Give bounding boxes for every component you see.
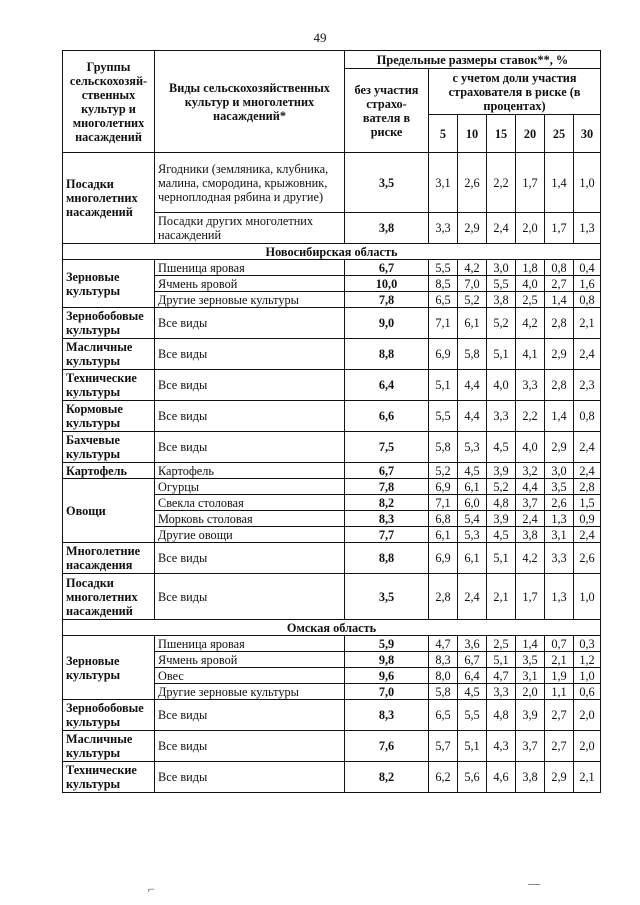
rate-20: 2,0 bbox=[516, 684, 545, 700]
insurance-rates-table bbox=[62, 50, 601, 793]
rate-25: 2,1 bbox=[545, 652, 574, 668]
crop-type: Картофель bbox=[155, 463, 345, 479]
rate-10: 3,6 bbox=[458, 636, 487, 652]
crop-type: Все виды bbox=[155, 543, 345, 574]
rate-20: 3,5 bbox=[516, 652, 545, 668]
group-name: Зернобобовые культуры bbox=[63, 308, 155, 339]
crop-type: Все виды bbox=[155, 574, 345, 620]
crop-type: Все виды bbox=[155, 370, 345, 401]
rate-20: 1,4 bbox=[516, 636, 545, 652]
rate-30: 1,2 bbox=[574, 652, 601, 668]
crop-type: Другие зерновые культуры bbox=[155, 684, 345, 700]
rate-5: 6,5 bbox=[429, 292, 458, 308]
crop-type: Пшеница яровая bbox=[155, 636, 345, 652]
base-rate: 6,6 bbox=[345, 401, 429, 432]
rate-10: 5,3 bbox=[458, 527, 487, 543]
rate-30: 0,8 bbox=[574, 401, 601, 432]
rate-5: 6,9 bbox=[429, 543, 458, 574]
rate-5: 5,5 bbox=[429, 260, 458, 276]
table-row bbox=[63, 463, 601, 479]
rate-5: 6,9 bbox=[429, 339, 458, 370]
rate-15: 3,9 bbox=[487, 463, 516, 479]
group-name: Картофель bbox=[63, 463, 155, 479]
rate-30: 2,0 bbox=[574, 700, 601, 731]
group-name: Посадки многолетних насаждений bbox=[63, 153, 155, 244]
rate-10: 7,0 bbox=[458, 276, 487, 292]
rate-15: 5,5 bbox=[487, 276, 516, 292]
rate-5: 5,2 bbox=[429, 463, 458, 479]
rate-15: 5,1 bbox=[487, 652, 516, 668]
group-name: Зерновые культуры bbox=[63, 636, 155, 700]
rate-20: 3,9 bbox=[516, 700, 545, 731]
header-share-30: 30 bbox=[574, 115, 601, 153]
rate-25: 3,3 bbox=[545, 543, 574, 574]
rate-20: 1,8 bbox=[516, 260, 545, 276]
table-row bbox=[63, 731, 601, 762]
rate-15: 2,1 bbox=[487, 574, 516, 620]
region-row bbox=[63, 244, 601, 260]
header-group: Группы сельскохозяй-ственных культур и многолетних насаждений bbox=[63, 51, 155, 153]
crop-type: Овес bbox=[155, 668, 345, 684]
scan-mark: ⌐ bbox=[148, 882, 155, 896]
base-rate: 7,0 bbox=[345, 684, 429, 700]
rate-30: 2,1 bbox=[574, 762, 601, 793]
rate-30: 1,0 bbox=[574, 153, 601, 213]
group-name: Технические культуры bbox=[63, 762, 155, 793]
crop-type: Все виды bbox=[155, 401, 345, 432]
table-row bbox=[63, 700, 601, 731]
rate-15: 2,2 bbox=[487, 153, 516, 213]
region-title: Новосибирская область bbox=[63, 244, 601, 260]
rate-5: 6,1 bbox=[429, 527, 458, 543]
group-name: Овощи bbox=[63, 479, 155, 543]
base-rate: 7,8 bbox=[345, 292, 429, 308]
rate-25: 2,9 bbox=[545, 762, 574, 793]
crop-type: Другие овощи bbox=[155, 527, 345, 543]
rate-5: 3,3 bbox=[429, 213, 458, 244]
rate-15: 3,0 bbox=[487, 260, 516, 276]
base-rate: 6,7 bbox=[345, 463, 429, 479]
crop-type: Морковь столовая bbox=[155, 511, 345, 527]
rate-20: 4,4 bbox=[516, 479, 545, 495]
rate-10: 5,4 bbox=[458, 511, 487, 527]
base-rate: 8,8 bbox=[345, 543, 429, 574]
rate-25: 1,1 bbox=[545, 684, 574, 700]
rate-5: 5,8 bbox=[429, 684, 458, 700]
group-name: Масличные культуры bbox=[63, 731, 155, 762]
header-without-share: без участия страхо-вателя в риске bbox=[345, 69, 429, 153]
header-limit: Предельные размеры ставок**, % bbox=[345, 51, 601, 69]
crop-type: Все виды bbox=[155, 731, 345, 762]
rate-30: 1,3 bbox=[574, 213, 601, 244]
rate-20: 2,0 bbox=[516, 213, 545, 244]
rate-10: 5,1 bbox=[458, 731, 487, 762]
table-row bbox=[63, 762, 601, 793]
table-body bbox=[63, 153, 601, 793]
rate-25: 2,7 bbox=[545, 700, 574, 731]
table-row bbox=[63, 153, 601, 213]
scan-mark: — bbox=[528, 876, 540, 890]
rate-20: 4,2 bbox=[516, 308, 545, 339]
rate-20: 3,7 bbox=[516, 495, 545, 511]
base-rate: 8,3 bbox=[345, 700, 429, 731]
rate-10: 6,1 bbox=[458, 479, 487, 495]
rate-25: 3,5 bbox=[545, 479, 574, 495]
rate-5: 2,8 bbox=[429, 574, 458, 620]
rate-20: 3,1 bbox=[516, 668, 545, 684]
rate-30: 0,6 bbox=[574, 684, 601, 700]
crop-type: Ячмень яровой bbox=[155, 652, 345, 668]
rate-25: 3,1 bbox=[545, 527, 574, 543]
base-rate: 8,2 bbox=[345, 495, 429, 511]
rate-25: 2,9 bbox=[545, 339, 574, 370]
rate-5: 5,1 bbox=[429, 370, 458, 401]
rate-5: 4,7 bbox=[429, 636, 458, 652]
rate-15: 3,9 bbox=[487, 511, 516, 527]
rate-25: 1,3 bbox=[545, 574, 574, 620]
rate-10: 4,2 bbox=[458, 260, 487, 276]
rate-5: 7,1 bbox=[429, 495, 458, 511]
rate-10: 2,9 bbox=[458, 213, 487, 244]
rate-10: 6,1 bbox=[458, 543, 487, 574]
rate-25: 2,6 bbox=[545, 495, 574, 511]
rate-30: 0,4 bbox=[574, 260, 601, 276]
rate-30: 2,3 bbox=[574, 370, 601, 401]
crop-type: Свекла столовая bbox=[155, 495, 345, 511]
rate-25: 2,8 bbox=[545, 370, 574, 401]
table-row bbox=[63, 543, 601, 574]
rate-10: 5,6 bbox=[458, 762, 487, 793]
rate-30: 1,0 bbox=[574, 668, 601, 684]
rate-10: 4,4 bbox=[458, 401, 487, 432]
rate-20: 2,4 bbox=[516, 511, 545, 527]
rate-30: 2,6 bbox=[574, 543, 601, 574]
rate-25: 2,7 bbox=[545, 731, 574, 762]
rate-20: 3,3 bbox=[516, 370, 545, 401]
rate-15: 5,1 bbox=[487, 339, 516, 370]
table-row bbox=[63, 574, 601, 620]
rate-5: 8,5 bbox=[429, 276, 458, 292]
rate-25: 3,0 bbox=[545, 463, 574, 479]
rate-25: 1,4 bbox=[545, 401, 574, 432]
crop-type: Ягодники (земляника, клубника, малина, смородина, крыжовник, черноплодная рябина и другие) bbox=[155, 153, 345, 213]
rate-15: 4,6 bbox=[487, 762, 516, 793]
base-rate: 9,6 bbox=[345, 668, 429, 684]
crop-type: Огурцы bbox=[155, 479, 345, 495]
rate-30: 2,8 bbox=[574, 479, 601, 495]
base-rate: 5,9 bbox=[345, 636, 429, 652]
table-row bbox=[63, 401, 601, 432]
rate-25: 2,9 bbox=[545, 432, 574, 463]
rate-20: 1,7 bbox=[516, 574, 545, 620]
table-row bbox=[63, 432, 601, 463]
rate-15: 4,5 bbox=[487, 527, 516, 543]
group-name: Бахчевые культуры bbox=[63, 432, 155, 463]
header-share-15: 15 bbox=[487, 115, 516, 153]
group-name: Посадки многолетних насаждений bbox=[63, 574, 155, 620]
base-rate: 9,8 bbox=[345, 652, 429, 668]
base-rate: 8,8 bbox=[345, 339, 429, 370]
rate-10: 6,1 bbox=[458, 308, 487, 339]
rate-5: 6,2 bbox=[429, 762, 458, 793]
page-number: 49 bbox=[313, 30, 327, 45]
rate-10: 6,7 bbox=[458, 652, 487, 668]
base-rate: 7,6 bbox=[345, 731, 429, 762]
rate-10: 4,5 bbox=[458, 684, 487, 700]
rate-15: 2,5 bbox=[487, 636, 516, 652]
rate-10: 5,5 bbox=[458, 700, 487, 731]
rate-15: 5,1 bbox=[487, 543, 516, 574]
table-row bbox=[63, 260, 601, 276]
crop-type: Посадки других многолетних насаждений bbox=[155, 213, 345, 244]
rate-10: 2,4 bbox=[458, 574, 487, 620]
crop-type: Все виды bbox=[155, 762, 345, 793]
header-crop-type: Виды сельскохозяйственных культур и многолетних насаждений* bbox=[155, 51, 345, 153]
rate-10: 5,3 bbox=[458, 432, 487, 463]
rate-25: 0,7 bbox=[545, 636, 574, 652]
rate-30: 1,6 bbox=[574, 276, 601, 292]
rate-30: 2,4 bbox=[574, 432, 601, 463]
rate-30: 2,4 bbox=[574, 339, 601, 370]
rate-10: 5,2 bbox=[458, 292, 487, 308]
rate-15: 4,3 bbox=[487, 731, 516, 762]
base-rate: 3,5 bbox=[345, 574, 429, 620]
crop-type: Другие зерновые культуры bbox=[155, 292, 345, 308]
rate-20: 3,7 bbox=[516, 731, 545, 762]
crop-type: Все виды bbox=[155, 432, 345, 463]
rate-20: 2,5 bbox=[516, 292, 545, 308]
rate-30: 2,1 bbox=[574, 308, 601, 339]
rate-30: 1,0 bbox=[574, 574, 601, 620]
rate-5: 3,1 bbox=[429, 153, 458, 213]
header-share-25: 25 bbox=[545, 115, 574, 153]
rate-30: 2,4 bbox=[574, 527, 601, 543]
rate-5: 8,0 bbox=[429, 668, 458, 684]
rate-20: 3,8 bbox=[516, 527, 545, 543]
rate-15: 4,5 bbox=[487, 432, 516, 463]
base-rate: 10,0 bbox=[345, 276, 429, 292]
base-rate: 3,8 bbox=[345, 213, 429, 244]
group-name: Многолетние насаждения bbox=[63, 543, 155, 574]
region-row bbox=[63, 620, 601, 636]
crop-type: Все виды bbox=[155, 308, 345, 339]
base-rate: 9,0 bbox=[345, 308, 429, 339]
rate-25: 1,4 bbox=[545, 292, 574, 308]
rate-15: 4,8 bbox=[487, 700, 516, 731]
group-name: Зернобобовые культуры bbox=[63, 700, 155, 731]
rate-15: 2,4 bbox=[487, 213, 516, 244]
rate-10: 4,5 bbox=[458, 463, 487, 479]
rate-15: 4,0 bbox=[487, 370, 516, 401]
group-name: Технические культуры bbox=[63, 370, 155, 401]
rate-20: 4,0 bbox=[516, 432, 545, 463]
rate-25: 1,9 bbox=[545, 668, 574, 684]
rate-5: 5,7 bbox=[429, 731, 458, 762]
rate-30: 0,9 bbox=[574, 511, 601, 527]
table-row bbox=[63, 636, 601, 652]
base-rate: 7,5 bbox=[345, 432, 429, 463]
rate-30: 2,4 bbox=[574, 463, 601, 479]
rate-25: 2,8 bbox=[545, 308, 574, 339]
table-row bbox=[63, 479, 601, 495]
table-row bbox=[63, 308, 601, 339]
rate-25: 1,3 bbox=[545, 511, 574, 527]
crop-type: Все виды bbox=[155, 339, 345, 370]
rate-25: 0,8 bbox=[545, 260, 574, 276]
rate-10: 6,0 bbox=[458, 495, 487, 511]
rate-20: 4,2 bbox=[516, 543, 545, 574]
group-name: Масличные культуры bbox=[63, 339, 155, 370]
rate-10: 4,4 bbox=[458, 370, 487, 401]
rate-25: 2,7 bbox=[545, 276, 574, 292]
rate-5: 5,8 bbox=[429, 432, 458, 463]
base-rate: 6,7 bbox=[345, 260, 429, 276]
rate-20: 4,1 bbox=[516, 339, 545, 370]
group-name: Зерновые культуры bbox=[63, 260, 155, 308]
rate-15: 3,3 bbox=[487, 684, 516, 700]
rate-25: 1,4 bbox=[545, 153, 574, 213]
base-rate: 6,4 bbox=[345, 370, 429, 401]
crop-type: Пшеница яровая bbox=[155, 260, 345, 276]
rate-30: 1,5 bbox=[574, 495, 601, 511]
rate-10: 6,4 bbox=[458, 668, 487, 684]
rate-15: 4,8 bbox=[487, 495, 516, 511]
rate-15: 3,8 bbox=[487, 292, 516, 308]
header-with-share: с учетом доли участия страхователя в риске (в процентах) bbox=[429, 69, 601, 115]
rate-5: 6,9 bbox=[429, 479, 458, 495]
crop-type: Все виды bbox=[155, 700, 345, 731]
base-rate: 8,2 bbox=[345, 762, 429, 793]
rate-30: 2,0 bbox=[574, 731, 601, 762]
table-row bbox=[63, 339, 601, 370]
header-share-10: 10 bbox=[458, 115, 487, 153]
rate-25: 1,7 bbox=[545, 213, 574, 244]
rate-15: 3,3 bbox=[487, 401, 516, 432]
rate-20: 4,0 bbox=[516, 276, 545, 292]
table-row bbox=[63, 370, 601, 401]
rate-20: 1,7 bbox=[516, 153, 545, 213]
base-rate: 7,8 bbox=[345, 479, 429, 495]
rate-30: 0,8 bbox=[574, 292, 601, 308]
rate-10: 5,8 bbox=[458, 339, 487, 370]
rate-20: 3,8 bbox=[516, 762, 545, 793]
region-title: Омская область bbox=[63, 620, 601, 636]
rate-20: 3,2 bbox=[516, 463, 545, 479]
base-rate: 7,7 bbox=[345, 527, 429, 543]
rate-30: 0,3 bbox=[574, 636, 601, 652]
header-share-20: 20 bbox=[516, 115, 545, 153]
crop-type: Ячмень яровой bbox=[155, 276, 345, 292]
rate-5: 5,5 bbox=[429, 401, 458, 432]
rate-5: 6,5 bbox=[429, 700, 458, 731]
rate-5: 7,1 bbox=[429, 308, 458, 339]
rate-15: 5,2 bbox=[487, 479, 516, 495]
rate-15: 4,7 bbox=[487, 668, 516, 684]
base-rate: 3,5 bbox=[345, 153, 429, 213]
rate-5: 6,8 bbox=[429, 511, 458, 527]
rate-5: 8,3 bbox=[429, 652, 458, 668]
rate-20: 2,2 bbox=[516, 401, 545, 432]
header-share-5: 5 bbox=[429, 115, 458, 153]
rate-15: 5,2 bbox=[487, 308, 516, 339]
group-name: Кормовые культуры bbox=[63, 401, 155, 432]
base-rate: 8,3 bbox=[345, 511, 429, 527]
rate-10: 2,6 bbox=[458, 153, 487, 213]
